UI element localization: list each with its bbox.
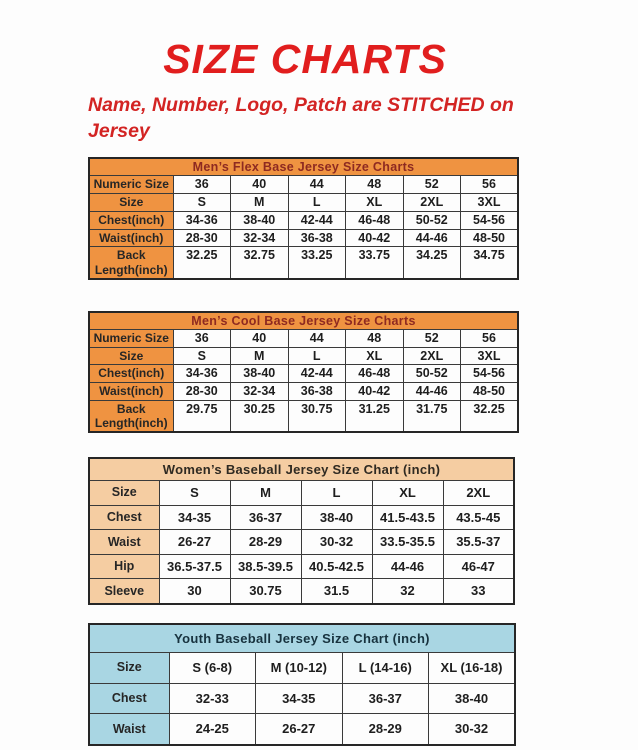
mens-flex-base-jersey-table	[88, 157, 519, 279]
table-row	[89, 176, 518, 194]
table-cell: 35.5-37	[443, 530, 514, 555]
womens-baseball-jersey-table	[88, 457, 515, 605]
table-cell: 48-50	[461, 229, 519, 247]
table-cell: 40-42	[346, 383, 404, 401]
table-cell: 40	[231, 176, 289, 194]
table-cell: L (14-16)	[342, 653, 429, 684]
table-row	[89, 505, 514, 530]
table-cell: 40	[231, 329, 289, 347]
table-title-row	[89, 624, 515, 653]
row-label: Waist(inch)	[89, 229, 173, 247]
mens-cool-base-jersey-table	[88, 311, 519, 433]
table-cell: M	[231, 347, 289, 365]
table-cell: M	[230, 481, 301, 506]
table-title: Men’s Cool Base Jersey Size Charts	[89, 312, 518, 330]
table-cell: 38-40	[301, 505, 372, 530]
table-row	[89, 554, 514, 579]
table-cell: 54-56	[461, 365, 519, 383]
table-cell: 3XL	[461, 194, 519, 212]
table-cell: 34.25	[403, 247, 461, 279]
table-cell: 32.75	[231, 247, 289, 279]
table-cell: S (6-8)	[169, 653, 256, 684]
page-title: SIZE CHARTS	[163, 36, 447, 82]
table-cell: 36	[173, 329, 231, 347]
row-label: Size	[89, 347, 173, 365]
table-cell: 28-30	[173, 229, 231, 247]
table-row	[89, 247, 518, 279]
table-cell: 44-46	[372, 554, 443, 579]
table-cell: XL	[346, 347, 404, 365]
row-label: Sleeve	[89, 579, 159, 604]
table-cell: 54-56	[461, 211, 519, 229]
table-cell: 41.5-43.5	[372, 505, 443, 530]
row-label: Numeric Size	[89, 329, 173, 347]
row-label: Waist(inch)	[89, 383, 173, 401]
mens-flex-base-size-chart	[88, 157, 638, 279]
table-cell: 33.5-35.5	[372, 530, 443, 555]
table-title-row	[89, 158, 518, 176]
table-cell: 40-42	[346, 229, 404, 247]
table-cell: 32-34	[231, 229, 289, 247]
table-row	[89, 714, 515, 745]
table-row	[89, 653, 515, 684]
table-cell: 2XL	[403, 347, 461, 365]
table-row	[89, 530, 514, 555]
table-cell: 34.75	[461, 247, 519, 279]
table-cell: 38.5-39.5	[230, 554, 301, 579]
table-cell: 46-48	[346, 211, 404, 229]
table-row	[89, 194, 518, 212]
table-cell: 44-46	[403, 383, 461, 401]
table-title-row	[89, 458, 514, 481]
table-cell: 2XL	[403, 194, 461, 212]
row-label: Waist	[89, 530, 159, 555]
table-cell: XL (16-18)	[429, 653, 516, 684]
table-title: Women’s Baseball Jersey Size Chart (inch)	[89, 458, 514, 481]
table-cell: 43.5-45	[443, 505, 514, 530]
table-cell: 42-44	[288, 211, 346, 229]
table-cell: 36-37	[230, 505, 301, 530]
table-cell: 2XL	[443, 481, 514, 506]
table-cell: 34-35	[159, 505, 230, 530]
table-cell: 44	[288, 329, 346, 347]
table-cell: 36-38	[288, 229, 346, 247]
table-cell: 32.25	[461, 400, 519, 432]
table-row	[89, 329, 518, 347]
row-label: Back Length(inch)	[89, 247, 173, 279]
table-cell: 33.25	[288, 247, 346, 279]
table-cell: 24-25	[169, 714, 256, 745]
table-cell: L	[288, 347, 346, 365]
table-cell: 52	[403, 176, 461, 194]
table-cell: 30	[159, 579, 230, 604]
table-row	[89, 683, 515, 714]
table-cell: L	[288, 194, 346, 212]
table-cell: 34-36	[173, 365, 231, 383]
table-title: Men’s Flex Base Jersey Size Charts	[89, 158, 518, 176]
table-cell: 28-30	[173, 383, 231, 401]
row-label: Numeric Size	[89, 176, 173, 194]
table-cell: 26-27	[159, 530, 230, 555]
table-row	[89, 383, 518, 401]
row-label: Hip	[89, 554, 159, 579]
table-cell: 31.75	[403, 400, 461, 432]
row-label: Size	[89, 481, 159, 506]
table-cell: 38-40	[429, 683, 516, 714]
table-cell: 48-50	[461, 383, 519, 401]
table-cell: 36.5-37.5	[159, 554, 230, 579]
row-label: Chest(inch)	[89, 365, 173, 383]
table-cell: 36-38	[288, 383, 346, 401]
table-cell: 44-46	[403, 229, 461, 247]
table-cell: 48	[346, 329, 404, 347]
row-label: Back Length(inch)	[89, 400, 173, 432]
table-row	[89, 365, 518, 383]
table-cell: 32	[372, 579, 443, 604]
row-label: Waist	[89, 714, 169, 745]
table-cell: 56	[461, 329, 519, 347]
row-label: Size	[89, 653, 169, 684]
table-cell: 38-40	[231, 365, 289, 383]
table-cell: 32-34	[231, 383, 289, 401]
table-cell: 46-47	[443, 554, 514, 579]
table-cell: 50-52	[403, 211, 461, 229]
table-cell: S	[173, 194, 231, 212]
table-cell: 31.25	[346, 400, 404, 432]
table-cell: 26-27	[256, 714, 343, 745]
table-row	[89, 481, 514, 506]
table-cell: M (10-12)	[256, 653, 343, 684]
table-cell: 33.75	[346, 247, 404, 279]
table-row	[89, 347, 518, 365]
table-cell: 30.75	[230, 579, 301, 604]
table-cell: 46-48	[346, 365, 404, 383]
row-label: Size	[89, 194, 173, 212]
table-cell: 38-40	[231, 211, 289, 229]
table-title-row	[89, 312, 518, 330]
page-subtitle: Name, Number, Logo, Patch are STITCHED on Jersey	[88, 94, 514, 142]
mens-cool-base-size-chart	[88, 311, 638, 433]
table-cell: 33	[443, 579, 514, 604]
table-cell: 31.5	[301, 579, 372, 604]
table-cell: 30-32	[429, 714, 516, 745]
table-cell: 56	[461, 176, 519, 194]
table-cell: 48	[346, 176, 404, 194]
table-row	[89, 211, 518, 229]
table-cell: 34-35	[256, 683, 343, 714]
table-title: Youth Baseball Jersey Size Chart (inch)	[89, 624, 515, 653]
table-cell: 32-33	[169, 683, 256, 714]
table-cell: S	[173, 347, 231, 365]
table-cell: 34-36	[173, 211, 231, 229]
table-cell: M	[231, 194, 289, 212]
table-cell: 3XL	[461, 347, 519, 365]
table-row	[89, 579, 514, 604]
row-label: Chest	[89, 683, 169, 714]
table-cell: 29.75	[173, 400, 231, 432]
row-label: Chest	[89, 505, 159, 530]
table-row	[89, 229, 518, 247]
table-cell: 36	[173, 176, 231, 194]
table-cell: 32.25	[173, 247, 231, 279]
table-cell: 44	[288, 176, 346, 194]
table-cell: 52	[403, 329, 461, 347]
table-cell: 42-44	[288, 365, 346, 383]
youth-baseball-size-chart	[88, 623, 638, 746]
table-cell: 30.75	[288, 400, 346, 432]
table-cell: 28-29	[342, 714, 429, 745]
womens-baseball-size-chart	[88, 457, 638, 605]
table-cell: 40.5-42.5	[301, 554, 372, 579]
row-label: Chest(inch)	[89, 211, 173, 229]
table-cell: XL	[372, 481, 443, 506]
table-cell: 50-52	[403, 365, 461, 383]
table-cell: 36-37	[342, 683, 429, 714]
table-cell: XL	[346, 194, 404, 212]
table-cell: L	[301, 481, 372, 506]
youth-baseball-jersey-table	[88, 623, 516, 746]
table-row	[89, 400, 518, 432]
table-cell: S	[159, 481, 230, 506]
table-cell: 30-32	[301, 530, 372, 555]
table-cell: 30.25	[231, 400, 289, 432]
table-cell: 28-29	[230, 530, 301, 555]
